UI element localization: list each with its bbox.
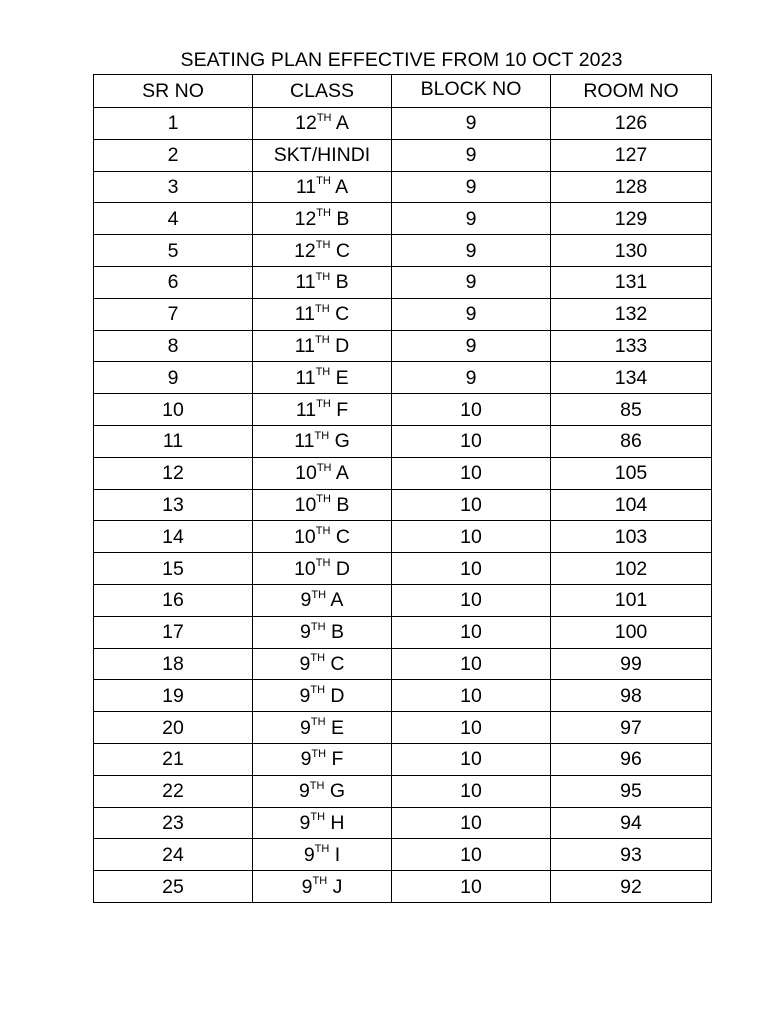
cell-class: [253, 489, 392, 521]
table-row: [94, 871, 712, 903]
class-ordinal-suffix: TH: [315, 270, 331, 283]
cell-room-no: 132: [551, 298, 712, 330]
cell-room-no: 104: [551, 489, 712, 521]
table-row: [94, 584, 712, 616]
cell-room-no: 95: [551, 775, 712, 807]
cell-sr-no: 13: [94, 489, 253, 521]
cell-block-no: 10: [392, 425, 551, 457]
cell-room-no: 127: [551, 139, 712, 171]
cell-block-no: 10: [392, 584, 551, 616]
cell-sr-no: 2: [94, 139, 253, 171]
class-section: J: [327, 875, 343, 898]
table-row: [94, 648, 712, 680]
cell-room-no: 85: [551, 394, 712, 426]
class-section: F: [326, 748, 344, 771]
class-section: F: [330, 398, 349, 421]
cell-sr-no: 18: [94, 648, 253, 680]
class-ordinal-suffix: TH: [314, 843, 330, 856]
class-section: B: [330, 207, 350, 230]
cell-class: [253, 139, 392, 171]
class-ordinal-suffix: TH: [316, 398, 331, 411]
cell-sr-no: 11: [94, 425, 253, 457]
class-grade: 12: [294, 207, 317, 230]
cell-sr-no: 20: [94, 712, 253, 744]
cell-room-no: 133: [551, 330, 712, 362]
cell-room-no: 129: [551, 203, 712, 235]
cell-block-no: 9: [392, 108, 551, 140]
cell-class: [253, 648, 392, 680]
class-grade: 11: [294, 303, 316, 326]
cell-class: [253, 298, 392, 330]
header-room-no: ROOM NO: [551, 75, 712, 108]
class-section: C: [325, 652, 345, 675]
cell-block-no: 9: [392, 171, 551, 203]
cell-room-no: 103: [551, 521, 712, 553]
class-section: H: [325, 811, 345, 834]
class-grade: 12: [295, 112, 317, 135]
class-section: G: [324, 780, 346, 803]
header-class: CLASS: [253, 75, 392, 108]
cell-block-no: 10: [392, 489, 551, 521]
class-ordinal-suffix: TH: [316, 207, 331, 220]
class-section: A: [331, 462, 349, 485]
cell-room-no: 93: [551, 839, 712, 871]
cell-block-no: 10: [392, 807, 551, 839]
class-ordinal-suffix: TH: [310, 652, 326, 665]
cell-room-no: 100: [551, 616, 712, 648]
cell-room-no: 97: [551, 712, 712, 744]
class-grade: 9: [303, 843, 315, 866]
class-section: A: [330, 175, 349, 198]
class-ordinal-suffix: TH: [312, 875, 328, 888]
class-ordinal-suffix: TH: [314, 429, 330, 442]
cell-class: [253, 362, 392, 394]
cell-sr-no: 19: [94, 680, 253, 712]
table-header: [94, 75, 712, 108]
table-row: [94, 330, 712, 362]
cell-sr-no: 1: [94, 108, 253, 140]
cell-sr-no: 24: [94, 839, 253, 871]
class-ordinal-suffix: TH: [311, 588, 327, 601]
class-grade: 10: [294, 525, 316, 548]
table-body: [94, 108, 712, 903]
class-section: B: [325, 621, 344, 644]
cell-room-no: 105: [551, 457, 712, 489]
cell-sr-no: 3: [94, 171, 253, 203]
cell-block-no: 9: [392, 266, 551, 298]
class-ordinal-suffix: TH: [316, 493, 331, 506]
cell-block-no: 9: [392, 203, 551, 235]
class-section: E: [325, 716, 344, 739]
class-section: C: [330, 525, 350, 548]
cell-block-no: 10: [392, 680, 551, 712]
cell-class: [253, 394, 392, 426]
cell-block-no: 9: [392, 235, 551, 267]
table-row: [94, 425, 712, 457]
class-grade: 10: [294, 557, 316, 580]
table-row: [94, 775, 712, 807]
cell-sr-no: 21: [94, 743, 253, 775]
class-section: B: [330, 493, 350, 516]
cell-class: [253, 680, 392, 712]
cell-sr-no: 8: [94, 330, 253, 362]
class-grade: 11: [295, 271, 316, 294]
cell-class: [253, 203, 392, 235]
class-grade: 11: [295, 398, 317, 421]
cell-block-no: 9: [392, 139, 551, 171]
cell-sr-no: 5: [94, 235, 253, 267]
cell-room-no: 86: [551, 425, 712, 457]
cell-room-no: 134: [551, 362, 712, 394]
table-row: [94, 616, 712, 648]
class-section: B: [330, 271, 349, 294]
class-ordinal-suffix: TH: [316, 461, 332, 474]
cell-class: [253, 743, 392, 775]
cell-class: [253, 521, 392, 553]
class-section: D: [330, 557, 350, 580]
cell-class: [253, 235, 392, 267]
cell-block-no: 10: [392, 553, 551, 585]
class-section: C: [330, 239, 350, 262]
cell-block-no: 10: [392, 775, 551, 807]
class-ordinal-suffix: TH: [315, 239, 331, 252]
cell-sr-no: 22: [94, 775, 253, 807]
cell-class: [253, 553, 392, 585]
cell-room-no: 99: [551, 648, 712, 680]
page-title: SEATING PLAN EFFECTIVE FROM 10 OCT 2023: [180, 49, 623, 71]
cell-class: [253, 457, 392, 489]
cell-sr-no: 12: [94, 457, 253, 489]
class-grade: 9: [298, 780, 310, 803]
cell-block-no: 10: [392, 648, 551, 680]
class-section: A: [326, 589, 344, 612]
class-grade: 9: [300, 621, 311, 644]
cell-block-no: 9: [392, 298, 551, 330]
class-grade: 9: [299, 652, 311, 675]
cell-block-no: 10: [392, 871, 551, 903]
class-section: A: [331, 112, 349, 135]
table-row: [94, 139, 712, 171]
cell-room-no: 101: [551, 584, 712, 616]
class-ordinal-suffix: TH: [310, 811, 326, 824]
cell-block-no: 9: [392, 362, 551, 394]
cell-class: [253, 839, 392, 871]
class-ordinal-suffix: TH: [310, 620, 326, 633]
cell-room-no: 128: [551, 171, 712, 203]
class-grade: 9: [300, 589, 312, 612]
header-block-no: [392, 75, 551, 108]
class-ordinal-suffix: TH: [315, 525, 331, 538]
cell-class: [253, 584, 392, 616]
table-row: [94, 489, 712, 521]
cell-room-no: 92: [551, 871, 712, 903]
class-grade: 9: [300, 716, 311, 739]
class-section: G: [329, 430, 350, 453]
cell-class: [253, 712, 392, 744]
class-ordinal-suffix: TH: [316, 175, 331, 188]
class-ordinal-suffix: TH: [315, 366, 331, 379]
cell-class: [253, 871, 392, 903]
class-ordinal-suffix: TH: [310, 716, 326, 729]
class-ordinal-suffix: TH: [315, 302, 330, 315]
cell-room-no: 131: [551, 266, 712, 298]
table-row: [94, 743, 712, 775]
header-row: [94, 75, 712, 108]
class-ordinal-suffix: TH: [310, 684, 326, 697]
table-row: [94, 235, 712, 267]
cell-sr-no: 10: [94, 394, 253, 426]
seating-plan-table: [93, 74, 712, 903]
cell-room-no: 98: [551, 680, 712, 712]
cell-sr-no: 23: [94, 807, 253, 839]
cell-block-no: 10: [392, 839, 551, 871]
table-row: [94, 171, 712, 203]
header-sr-no: SR NO: [94, 75, 253, 108]
table-row: [94, 203, 712, 235]
cell-room-no: 96: [551, 743, 712, 775]
header-block-no-label: BLOCK NO: [420, 78, 522, 100]
cell-room-no: 130: [551, 235, 712, 267]
cell-sr-no: 16: [94, 584, 253, 616]
table-row: [94, 807, 712, 839]
class-grade: SKT/HINDI: [273, 144, 371, 167]
table-row: [94, 839, 712, 871]
cell-class: [253, 171, 392, 203]
class-grade: 10: [294, 493, 317, 516]
table-row: [94, 680, 712, 712]
cell-sr-no: 6: [94, 266, 253, 298]
class-grade: 9: [301, 875, 313, 898]
table-row: [94, 553, 712, 585]
table-row: [94, 266, 712, 298]
table-row: [94, 108, 712, 140]
cell-sr-no: 17: [94, 616, 253, 648]
cell-sr-no: 14: [94, 521, 253, 553]
table-row: [94, 394, 712, 426]
class-grade: 9: [299, 684, 311, 707]
table-row: [94, 298, 712, 330]
class-grade: 11: [294, 334, 316, 357]
cell-sr-no: 4: [94, 203, 253, 235]
class-grade: 9: [299, 811, 311, 834]
class-grade: 11: [295, 366, 316, 389]
class-ordinal-suffix: TH: [309, 779, 325, 792]
class-section: D: [329, 334, 350, 357]
class-grade: 11: [294, 430, 315, 453]
cell-class: [253, 330, 392, 362]
class-section: C: [329, 303, 350, 326]
cell-sr-no: 7: [94, 298, 253, 330]
class-ordinal-suffix: TH: [315, 334, 330, 347]
class-grade: 11: [295, 175, 317, 198]
cell-block-no: 10: [392, 712, 551, 744]
cell-sr-no: 25: [94, 871, 253, 903]
class-ordinal-suffix: TH: [316, 111, 332, 124]
cell-class: [253, 775, 392, 807]
table-row: [94, 362, 712, 394]
cell-room-no: 126: [551, 108, 712, 140]
cell-room-no: 102: [551, 553, 712, 585]
cell-room-no: 94: [551, 807, 712, 839]
cell-class: [253, 425, 392, 457]
cell-block-no: 10: [392, 457, 551, 489]
class-grade: 9: [300, 748, 312, 771]
table-row: [94, 712, 712, 744]
class-ordinal-suffix: TH: [311, 747, 327, 760]
class-section: D: [325, 684, 345, 707]
cell-block-no: 10: [392, 521, 551, 553]
table-row: [94, 457, 712, 489]
class-ordinal-suffix: TH: [315, 557, 331, 570]
class-section: E: [330, 366, 349, 389]
cell-block-no: 10: [392, 743, 551, 775]
cell-block-no: 9: [392, 330, 551, 362]
cell-class: [253, 266, 392, 298]
cell-class: [253, 616, 392, 648]
class-section: I: [329, 843, 341, 866]
cell-block-no: 10: [392, 394, 551, 426]
class-grade: 12: [294, 239, 316, 262]
cell-block-no: 10: [392, 616, 551, 648]
cell-sr-no: 15: [94, 553, 253, 585]
cell-class: [253, 108, 392, 140]
table-row: [94, 521, 712, 553]
class-grade: 10: [295, 462, 317, 485]
cell-sr-no: 9: [94, 362, 253, 394]
cell-class: [253, 807, 392, 839]
